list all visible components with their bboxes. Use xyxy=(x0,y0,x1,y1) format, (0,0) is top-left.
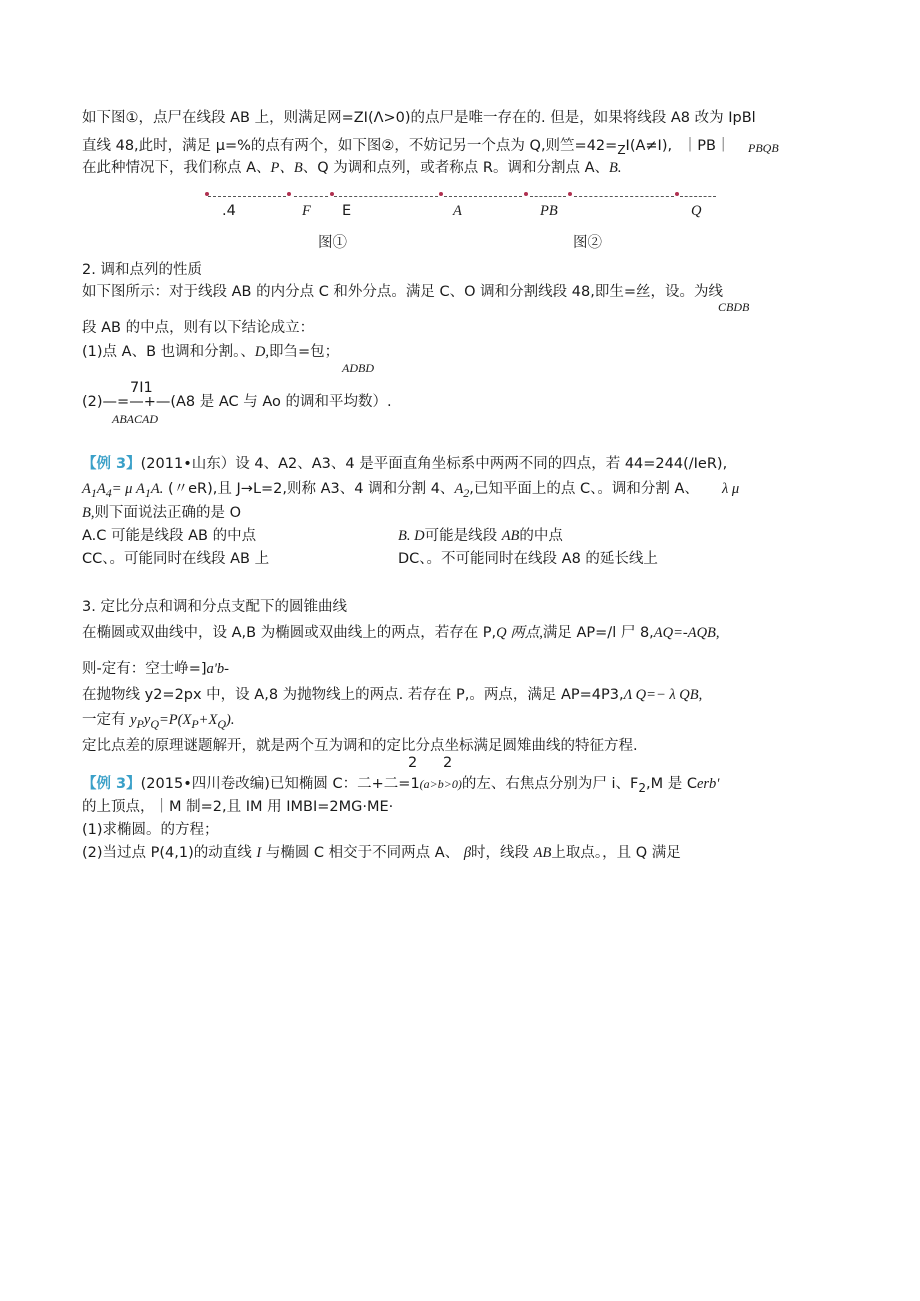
option-a: A.C 可能是线段 AB 的中点 xyxy=(82,528,257,544)
fraction-denominators: CBDB xyxy=(718,300,750,314)
point-marker xyxy=(439,192,443,196)
subscript: P xyxy=(191,716,199,731)
dash-segment xyxy=(294,196,328,198)
text-run: 满足 AP=∕l 尸 8, xyxy=(542,625,654,641)
example2-line1 xyxy=(82,774,719,798)
example1-line1 xyxy=(82,454,727,474)
math-run: β xyxy=(463,845,472,861)
point-label: A xyxy=(453,203,462,219)
math-run: y xyxy=(130,712,137,728)
text-run: (〃eR),且 J→L=2,则称 A3、4 调和分割 4、 xyxy=(167,481,455,497)
dash-segment xyxy=(208,196,286,198)
math-run: I xyxy=(256,845,262,861)
point-label: PB xyxy=(540,203,558,219)
math-run: A xyxy=(454,481,464,497)
point-marker xyxy=(287,192,291,196)
math-run: A xyxy=(96,481,106,497)
section3-line3 xyxy=(82,685,702,705)
section3-line2 xyxy=(82,659,229,679)
figure-caption-1: 图① xyxy=(318,235,347,251)
fraction-denominators: PBQB xyxy=(748,141,779,155)
point-marker xyxy=(205,192,209,196)
text-run: ,M 是 C xyxy=(645,776,697,792)
math-run: (a>b>0) xyxy=(419,777,462,791)
point-label: F xyxy=(302,203,311,219)
section3-line1 xyxy=(82,623,720,643)
text-run: (1)点 A、B 也调和分割。、 xyxy=(82,344,255,360)
math-run: AB xyxy=(533,845,552,861)
fraction-denominators: ADBD xyxy=(342,361,374,375)
text-run: 可能是线段 xyxy=(424,528,498,544)
subscript: 1 xyxy=(144,485,151,500)
math-run: A. xyxy=(150,481,164,497)
option-c: CC、。可能同时在线段 AB 上 xyxy=(82,551,270,567)
math-run: AB xyxy=(501,528,520,544)
subscript: P xyxy=(136,716,144,731)
dash-segment xyxy=(444,196,522,198)
example-tag: 【例 3】 xyxy=(82,456,141,472)
dash-segment xyxy=(574,196,674,198)
example2-line3: (1)求椭圆。的方程； xyxy=(82,822,219,838)
math-run: +X xyxy=(198,712,218,728)
subscript: Z xyxy=(617,142,626,157)
para1-line3 xyxy=(82,158,621,178)
section2-line4: (2)—=—+—(A8 是 AC 与 Ao 的调和平均数）. xyxy=(82,394,392,410)
text-run: (2011•山东）设 4、A2、A3、4 是平面直角坐标系中两两不同的四点，若 44=244(/IeR), xyxy=(140,456,728,472)
math-run: y xyxy=(143,712,151,728)
text-run: 的中点 xyxy=(519,528,563,544)
math-run: Λ Q=− λ QB, xyxy=(623,687,703,703)
math-run: = μ A xyxy=(111,481,145,497)
subscript: Q xyxy=(217,716,226,731)
math-run: =P(X xyxy=(159,712,192,728)
section2-line1: 如下图所示：对于线段 AB 的内分点 C 和外分点。满足 C、O 调和分割线段 48,即生=丝，设。为线 xyxy=(82,284,723,300)
math-run: ). xyxy=(226,712,235,728)
text-run: 时，线段 xyxy=(471,845,530,861)
subscript: Q xyxy=(150,716,159,731)
example1-line3 xyxy=(82,503,241,523)
option-d: DC、。不可能同时在线段 A8 的延长线上 xyxy=(398,551,658,567)
point-marker xyxy=(568,192,572,196)
text-run: 在椭圆或双曲线中，设 A,B 为椭圆或双曲线上的两点，若存在 P, xyxy=(82,625,497,641)
section2-line3 xyxy=(82,342,339,362)
point-marker xyxy=(675,192,679,196)
section2-line2: 段 AB 的中点，则有以下结论成立： xyxy=(82,320,315,336)
text-run: 与椭圆 C 相交于不同两点 A、 xyxy=(265,845,460,861)
text-run: (2)当过点 P(4,1)的动直线 xyxy=(82,845,252,861)
math-run: AQ=-AQB, xyxy=(653,625,720,641)
text-run: ｜PB｜ xyxy=(682,138,731,154)
text-run: 、Q 为调和点列，或者称点 R。调和分割点 A、 xyxy=(302,160,609,176)
subscript: 2 xyxy=(638,780,646,795)
subscript: 1 xyxy=(90,485,97,500)
superscript: 2 xyxy=(408,755,418,771)
fraction-denominators: ABACAD xyxy=(112,412,158,426)
math-run: A xyxy=(82,481,91,497)
math-run: Q 两点, xyxy=(496,625,543,641)
text-run: 在此种情况下，我们称点 A、 xyxy=(82,160,271,176)
math-run: D, xyxy=(254,344,269,360)
subscript: 2 xyxy=(463,485,470,500)
para1-line1: 如下图①，点尸在线段 AB 上，则满足网=ZI(Λ>0)的点尸是唯一存在的. 但是，如果将线段 A8 改为 IpBl xyxy=(82,110,756,126)
math-run: B. D xyxy=(398,528,425,544)
text-run: 直线 48,此时，满足 μ=%的点有两个，如下图②，不妨记另一个点为 Q,则竺=42= xyxy=(82,138,618,154)
text-run: 的左、右焦点分别为尸 i、F xyxy=(461,776,639,792)
section3-line4 xyxy=(82,710,234,734)
section3-line5: 定比点差的原理谜题解开，就是两个互为调和的定比分点坐标满足圆雉曲线的特征方程. xyxy=(82,738,638,754)
point-marker xyxy=(524,192,528,196)
dash-segment xyxy=(680,196,716,198)
text-run: 一定有 xyxy=(82,712,126,728)
point-marker xyxy=(330,192,334,196)
text-run: ,已知平面上的点 C、。调和分割 A、 xyxy=(469,481,699,497)
text-run: 在抛物线 y2=2px 中，设 A,8 为抛物线上的两点. 若存在 P,。两点，满足 AP=4P3, xyxy=(82,687,624,703)
example2-line4 xyxy=(82,843,681,863)
example-tag: 【例 3】 xyxy=(82,776,141,792)
text-run: (2015•四川卷改编)已知椭圆 C：二+二=1 xyxy=(140,776,420,792)
dash-segment xyxy=(334,196,438,198)
text-run: 上取点。，且 Q 满足 xyxy=(551,845,681,861)
fraction-numerators: 7I1 xyxy=(130,380,153,396)
text-run: 则下面说法正确的是 O xyxy=(94,505,242,521)
example1-line2 xyxy=(82,479,699,503)
text-run: I(A≠I), xyxy=(625,138,673,154)
para1-line2 xyxy=(82,136,730,160)
math-run: B. xyxy=(608,160,622,176)
section3-title: 3. 定比分点和调和分点支配下的圆锥曲线 xyxy=(82,599,347,615)
math-run: P、B xyxy=(270,160,303,176)
math-run: erb' xyxy=(696,776,720,792)
text-run: 则-定有：空士峥=] xyxy=(82,661,207,677)
text-run: 即刍=包； xyxy=(268,344,340,360)
superscript: 2 xyxy=(443,755,453,771)
math-run: a'b- xyxy=(206,661,229,677)
subscript: 4 xyxy=(105,485,112,500)
figure-caption-2: 图② xyxy=(573,235,602,251)
example2-line2: 的上顶点，｜M 制=2,且 IM 用 IMBI=2MG·ME· xyxy=(82,799,394,815)
math-run: B, xyxy=(82,505,95,521)
math-run: λ μ xyxy=(722,481,740,497)
dash-segment xyxy=(530,196,566,198)
section2-title: 2. 调和点列的性质 xyxy=(82,262,202,278)
option-b xyxy=(398,526,563,546)
point-label: E xyxy=(342,203,352,219)
point-label: .4 xyxy=(222,203,236,219)
point-label: Q xyxy=(691,203,702,219)
